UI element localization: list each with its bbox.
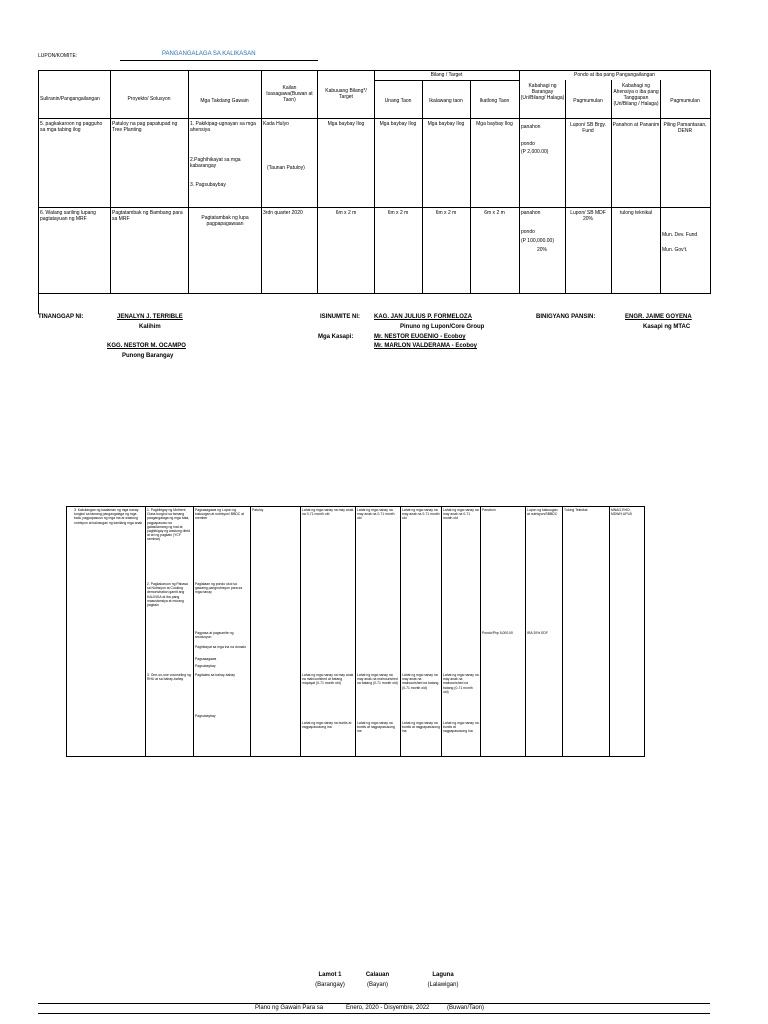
row2-source-2b: Mun. Gov't. bbox=[662, 247, 688, 253]
header-pondo: Pondo at iba pang Pangangailangan bbox=[574, 72, 655, 78]
t2-task-7: Pagdalaw sa bahay-bahay bbox=[195, 673, 235, 677]
received-name: JENALYN J. TERRIBLE bbox=[117, 314, 183, 320]
row2-brgy-c: (P 100,000.00) bbox=[521, 238, 554, 244]
footer-province-label: (Lalawigan) bbox=[427, 982, 459, 988]
t2-total-1: Lahat ng mga nanay na may anak na 0-71 month old bbox=[302, 508, 354, 517]
t2-project-1: 1. Pagbibigay ng Mothers' Class tungkol sa tamang pangangalaga ng mga bata, pagpapasuso sa gatas/tamang ng inat at pagbibigay ng wastong dietd at ari ng pagkain (YCF seminar) bbox=[147, 508, 190, 542]
row1-brgy-b: pondo bbox=[521, 141, 535, 147]
col-header-brgy-share: Kabahagi ng Barangay (Uri/Bilang/ Halaga) bbox=[520, 83, 565, 101]
row1-task-2: 2.Paghihikayat sa mga kabarangay bbox=[190, 157, 241, 169]
t2-problem: 3. Kakulangan ng kaalaman ng mga nanay tungkol sa tamang pangangalaga ng mga bata, pagpapasuso ng mga ina at wastong nutrisyon at kalusugan ng kanilang mga anak bbox=[74, 508, 143, 525]
row1-year-1: Mga baybay Ilog bbox=[379, 121, 417, 127]
row1-when-1: Kada Hulyo bbox=[263, 121, 289, 127]
t2-task-5: Pagsasagawa bbox=[195, 657, 217, 661]
noted-name: ENGR. JAIME GOYENA bbox=[625, 314, 692, 320]
row2-source-1: Lupon/ SB MDF 20% bbox=[570, 210, 606, 222]
t2-year2-2: Lahat ng mga nanay na may anak na malnourished na batang (0-71 month old) bbox=[402, 673, 439, 690]
t2-project-3: 3. One-on-one counseling ng RHU at sa bahay-bahay bbox=[147, 673, 191, 682]
row1-source-1: Lupon/ SB Brgy. Fund bbox=[569, 122, 607, 134]
member-2: Mr. MARLON VALDERAMA - Ecoboy bbox=[374, 343, 477, 349]
submitted-title: Pinuno ng Lupon/Core Group bbox=[400, 324, 485, 330]
t2-source-1a: Lupon ng kalusugan at nutrisyon/SBBDC bbox=[527, 508, 558, 517]
committee-underline bbox=[120, 60, 318, 61]
t2-year2-1: Lahat ng mga nanay na may anak na 0-71 month old bbox=[402, 508, 440, 521]
col-header-source-2: Pagmumulan bbox=[670, 98, 700, 104]
col-header-year3: Ikatlong Taon bbox=[479, 98, 510, 104]
noted-title: Kasapi ng MTAC bbox=[643, 324, 691, 330]
col-header-year1: Unang Taon bbox=[384, 98, 412, 104]
row2-task: Pagtatambak ng lupa pagpapagawaan bbox=[201, 215, 249, 227]
t2-task-3: Pagpasa at pagsumite ng resolusyon bbox=[195, 631, 234, 640]
t2-task-4: Paghikayat sa mga ina na dumalo bbox=[195, 645, 247, 649]
row2-brgy-d: 20% bbox=[537, 247, 548, 253]
captain-title: Punong Barangay bbox=[122, 353, 174, 359]
row1-source-2: Piling Pamantasan, DENR bbox=[663, 122, 707, 134]
plan-label: Plano ng Gawain Para sa bbox=[255, 1005, 324, 1011]
t2-total-3: Lahat ng mga nanay na buntis at nagpapasusong ina bbox=[302, 721, 352, 730]
t2-task-6: Pagsubaybay bbox=[195, 664, 216, 668]
col-header-year2: Ikalawang taon bbox=[429, 98, 463, 104]
plan-period-label: (Buwan/Taon) bbox=[447, 1005, 485, 1011]
row1-brgy-a: panahon bbox=[521, 124, 541, 130]
row2-project: Pagtatambak ng Bambang para sa MRF bbox=[112, 210, 183, 222]
row2-year-1: 6m x 2 m bbox=[387, 210, 409, 216]
plan-period: Enero, 2020 - Disyembre, 2022 bbox=[346, 1005, 430, 1011]
row1-year-3: Mga baybay Ilog bbox=[476, 121, 513, 127]
col-header-total: Kabuuang Bilang*/ Target bbox=[325, 88, 367, 100]
t2-task-8: Pagsubaybay bbox=[195, 714, 216, 718]
col-header-source-1: Pagmumulan bbox=[573, 98, 603, 104]
footer-municipality-label: (Bayan) bbox=[366, 982, 388, 988]
t2-brgy-b: Pondo/Php 5,000.00 bbox=[482, 631, 513, 635]
row1-task-1: 1. Pakikipag-ugnayan sa mga ahensiya bbox=[190, 121, 256, 133]
row2-total: 6m x 2 m bbox=[335, 210, 357, 216]
members-label: Mga Kasapi: bbox=[318, 334, 354, 340]
row1-task-3: 3. Pagsubaybay bbox=[190, 182, 226, 188]
t2-year3-3: Lahat ng mga nanay na buntis at nagpapasusong ina bbox=[443, 721, 479, 734]
t2-source-2: MNAO,RHO, MDWH,UPLB bbox=[611, 508, 632, 517]
row1-problem: 5. pagkakaroon ng pagguho sa mga tabing ilog bbox=[40, 121, 103, 133]
row2-agency: tulong teknikal bbox=[620, 210, 652, 216]
t2-year3-1: Lahat ng mga nanay na may anak na 0-71 month old bbox=[443, 508, 479, 521]
captain-name: KGG. NESTOR M. OCAMPO bbox=[107, 343, 186, 349]
t2-agency: Tulong Teknikal bbox=[564, 508, 588, 512]
t2-brgy-a: Panahon bbox=[482, 508, 496, 512]
col-header-agency-share: Kabahagi ng Ahensiya o iba pang Tanggapan (Uri/Bilang / Halaga) bbox=[613, 83, 659, 107]
t2-project-2: 2. Pagkakaroon ng Pabasa sa Nutrisyon at Cooking demonstration gamit ang KALINGA at iba pang masustansiya at murang pagkain bbox=[147, 582, 188, 608]
col-header-project: Proyekto/ Solusyon bbox=[127, 96, 171, 102]
row2-year-3: 6m x 2 m bbox=[484, 210, 505, 216]
row1-when-2: (Taunan Patuloy) bbox=[267, 165, 305, 171]
t2-year2-3: Lahat ng mga nanay na buntis at nagpapasusong ina bbox=[402, 721, 440, 734]
noted-label: BINIGYANG PANSIN: bbox=[536, 314, 596, 320]
row1-project: Patuloy na pag papatupad ng Tree Planting bbox=[112, 121, 178, 133]
received-label: TINANGGAP NI: bbox=[38, 314, 84, 320]
member-1: Mr. NESTOR EUGENIO - Ecoboy bbox=[374, 334, 466, 340]
t2-year3-2: Lahat ng mga nanay na may anak na malnourished na batang (0-71 month old) bbox=[443, 673, 479, 694]
row2-source-2a: Mun. Dev. Fund bbox=[662, 232, 698, 238]
t2-year1-2: Lahat ng mga nanay na may anak na malnourished na batang (0-71 month old) bbox=[357, 673, 398, 686]
t2-year1-1: Lahat ng mga nanay na may anak na 0-71 month old bbox=[357, 508, 395, 521]
t2-task-1: Pagsasagawa ng Lupon ng kalusugan at nutrisyon/ BBDC at member bbox=[195, 508, 245, 521]
row1-total: Mga baybay Ilog bbox=[327, 121, 365, 127]
t2-year1-3: Lahat ng mga nanay na buntis at nagpapasusong ina bbox=[357, 721, 395, 734]
row1-brgy-c: (P 2,000.00) bbox=[521, 149, 549, 155]
col-header-when: Kailan Isasagawa(Buwan at Taon) bbox=[266, 85, 313, 103]
t2-when: Patuloy bbox=[252, 508, 264, 512]
footer-province: Laguna bbox=[432, 972, 454, 978]
row2-when: 3rdn quarter 2020 bbox=[263, 210, 303, 216]
submitted-name: KAG. JAN JULIUS P. FORMELOZA bbox=[374, 314, 472, 320]
row1-agency: Panahon at Pananim bbox=[612, 122, 660, 128]
footer-barangay: Lamot 1 bbox=[318, 972, 342, 978]
row1-year-2: Mga baybay Ilog bbox=[427, 121, 465, 127]
t2-total-2: Lahat ng mga nanay na may anak na malnourished at batang mapayat (0-71 month old) bbox=[302, 673, 354, 686]
t2-task-2: Paglalaan ng pondo ukol sa gawaing pangnutrisyon para sa mga nanay bbox=[195, 582, 243, 595]
row2-brgy-b: pondo bbox=[521, 229, 535, 235]
submitted-label: ISINUMITE NI: bbox=[320, 314, 360, 320]
row2-year-2: 6m x 2 m bbox=[435, 210, 457, 216]
t2-source-1b: IRA 20% EDF bbox=[527, 631, 548, 635]
col-header-problem: Suliranin/Pangangailangan bbox=[40, 96, 100, 102]
row2-brgy-a: panahon bbox=[521, 210, 541, 216]
col-header-tasks: Mga Takdang Gawain bbox=[200, 98, 249, 104]
footer-municipality: Calauan bbox=[365, 972, 390, 978]
lupon-label: LUPON/KOMITE: bbox=[38, 53, 78, 59]
committee-name: PANGANGALAGA SA KALIKASAN bbox=[162, 51, 256, 57]
received-title: Kalihim bbox=[139, 324, 161, 330]
footer-barangay-label: (Barangay) bbox=[315, 982, 345, 988]
row2-problem: 6. Walang sariling lupang pagtatayuan ng MRF bbox=[40, 210, 96, 222]
header-bilang-target: Bilang / Target bbox=[430, 72, 463, 78]
